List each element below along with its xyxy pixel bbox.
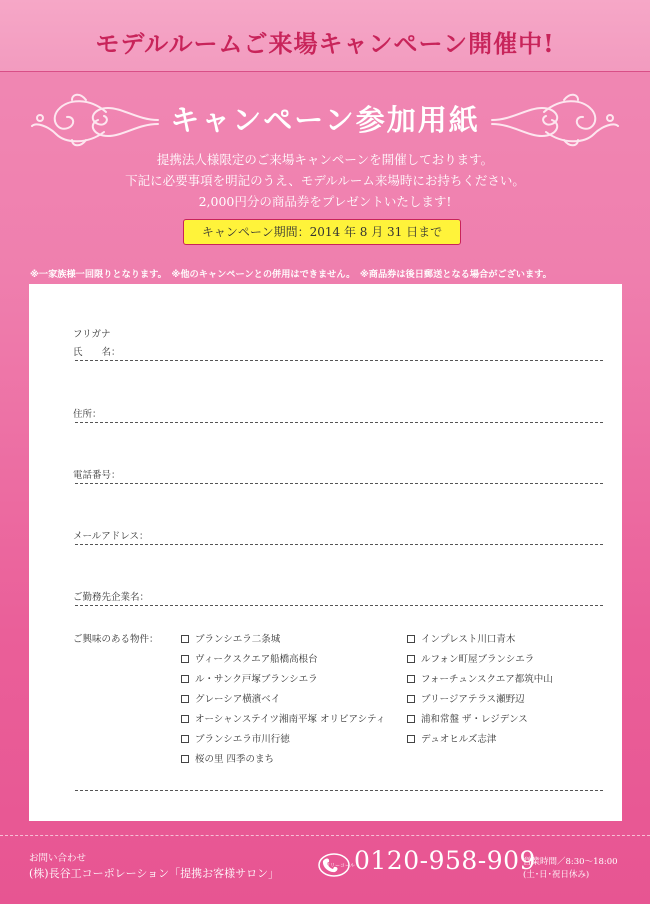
property-checkbox[interactable] [407, 711, 528, 725]
property-checkbox[interactable] [181, 691, 280, 705]
email-field[interactable] [75, 544, 603, 545]
checkbox-icon[interactable] [181, 695, 189, 703]
checkbox-icon[interactable] [407, 715, 415, 723]
checkbox-icon[interactable] [407, 735, 415, 743]
property-checkbox[interactable] [407, 691, 525, 705]
inquiry-label: お問い合わせ [29, 853, 87, 864]
checkbox-icon[interactable] [181, 675, 189, 683]
property-label: ブランシエラ市川行徳 [195, 734, 290, 745]
furigana-label: フリガナ [73, 329, 111, 340]
checkbox-icon[interactable] [181, 735, 189, 743]
header-title: モデルルームご来場キャンペーン開催中! [95, 29, 555, 58]
interest-label: ご興味のある物件： [73, 634, 159, 645]
email-label: メールアドレス： [73, 531, 149, 542]
free-call-icon [318, 853, 355, 877]
property-checkbox[interactable] [181, 651, 318, 665]
form-bottom-divider [75, 790, 603, 791]
checkbox-icon[interactable] [407, 675, 415, 683]
company-label: ご勤務先企業名： [73, 592, 150, 603]
property-checkbox[interactable] [407, 631, 515, 645]
checkbox-icon[interactable] [407, 655, 415, 663]
name-field[interactable] [75, 360, 603, 361]
property-checkbox[interactable] [181, 631, 280, 645]
property-checkbox[interactable] [181, 751, 274, 765]
form-title: キャンペーン参加用紙 [170, 103, 480, 137]
property-checkbox[interactable] [181, 671, 318, 685]
property-checkbox[interactable] [407, 731, 496, 745]
checkbox-icon[interactable] [181, 755, 189, 763]
checkbox-icon[interactable] [181, 655, 189, 663]
property-label: ブリージアテラス瀬野辺 [421, 694, 525, 705]
name-label: 氏 名： [73, 347, 121, 358]
property-label: ヴィークスクエア船橋高根台 [195, 654, 318, 665]
property-label: オーシャンステイツ湘南平塚 オリビアシティ [195, 714, 386, 725]
business-hours: 営業時間／8:30〜18:00 [523, 857, 618, 867]
address-field[interactable] [75, 422, 603, 423]
company-field[interactable] [75, 605, 603, 606]
campaign-period-badge: キャンペーン期間：2014 年 8 月 31 日まで [183, 219, 461, 245]
campaign-notes: ※一家族様一回限りとなります。 ※他のキャンペーンとの併用はできません。 ※商品券は後日郵送となる場合がございます。 [30, 269, 552, 280]
property-label: ル・サンク戸塚ブランシエラ [195, 674, 318, 685]
checkbox-icon[interactable] [181, 715, 189, 723]
phone-field[interactable] [75, 483, 603, 484]
phone-number[interactable]: 0120-958-909 [354, 846, 536, 875]
property-label: デュオヒルズ志津 [421, 734, 497, 745]
address-label: 住所： [73, 409, 102, 420]
property-checkbox[interactable] [181, 711, 385, 725]
property-label: ブランシエラ二条城 [195, 634, 281, 645]
property-label: インプレスト川口青木 [421, 634, 516, 645]
closed-days: (土･日･祝日休み) [523, 870, 590, 880]
intro-text [0, 149, 650, 212]
intro-line: 提携法人様限定のご来場キャンペーンを開催しております。 [156, 152, 494, 167]
intro-line: 2,000円分の商品券をプレゼントいたします! [198, 194, 452, 209]
property-checkbox[interactable] [407, 651, 534, 665]
footer-divider [0, 835, 650, 836]
property-label: ルフォン町屋ブランシエラ [421, 654, 535, 665]
property-label: 浦和常盤 ザ・レジデンス [421, 714, 528, 725]
property-label: 桜の里 四季のまち [195, 754, 275, 765]
checkbox-icon[interactable] [407, 695, 415, 703]
checkbox-icon[interactable] [181, 635, 189, 643]
phone-label: 電話番号： [73, 470, 121, 481]
property-checkbox[interactable] [407, 671, 553, 685]
checkbox-icon[interactable] [407, 635, 415, 643]
property-label: フォーチュンスクエア都筑中山 [421, 674, 553, 685]
intro-line: 下記に必要事項を明記のうえ、モデルルーム来場時にお持ちください。 [125, 173, 525, 188]
company-name: (株)長谷工コーポレーション「提携お客様サロン」 [29, 867, 280, 880]
free-call-icon-text: フリーコール [325, 863, 355, 869]
property-label: グレーシア横濱ベイ [195, 694, 281, 705]
entry-form-panel [29, 284, 622, 821]
property-checkbox[interactable] [181, 731, 290, 745]
campaign-header [0, 0, 650, 72]
